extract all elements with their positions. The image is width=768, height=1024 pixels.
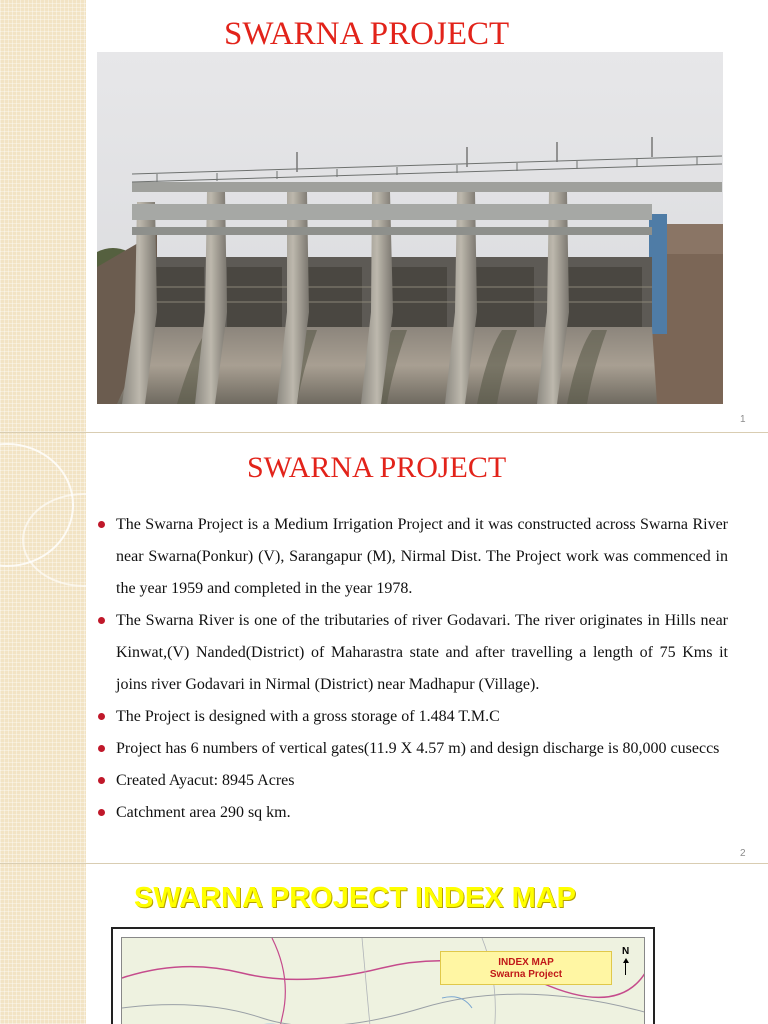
list-item: The Swarna River is one of the tributaries of river Godavari. The river originates in Hills near Kinwat,(V) Nanded(District) of Maharastra state and after travelling a length of 75 Kms it joins river Godavari in Nirmal (District) near Madhapur (Village). <box>96 605 728 701</box>
slide-1 <box>0 0 768 432</box>
north-arrow: N <box>622 946 629 975</box>
list-item: The Swarna Project is a Medium Irrigation Project and it was constructed across Swarna River near Swarna(Ponkur) (V), Sarangapur (M), Nirmal Dist. The Project work was commenced in the year 1959 and completed in the year 1978. <box>96 509 728 605</box>
slide-left-band <box>0 433 87 863</box>
slide-title: SWARNA PROJECT INDEX MAP <box>134 882 577 914</box>
slide-title: SWARNA PROJECT <box>247 451 507 484</box>
page-number: 1 <box>740 414 746 425</box>
bullet-icon <box>98 745 105 752</box>
index-map <box>111 927 655 1024</box>
list-item: Created Ayacut: 8945 Acres <box>96 765 728 797</box>
list-item: Project has 6 numbers of vertical gates(11.9 X 4.57 m) and design discharge is 80,000 cuseccs <box>96 733 728 765</box>
bullet-icon <box>98 777 105 784</box>
slide-3 <box>0 864 768 1024</box>
bullet-icon <box>98 521 105 528</box>
bullet-list <box>96 509 728 829</box>
list-item: Catchment area 290 sq km. <box>96 797 728 829</box>
list-item: The Project is designed with a gross storage of 1.484 T.M.C <box>96 701 728 733</box>
bullet-icon <box>98 809 105 816</box>
slide-2 <box>0 433 768 863</box>
map-legend: INDEX MAP Swarna Project <box>440 951 612 985</box>
bullet-icon <box>98 617 105 624</box>
slide-left-band <box>0 0 87 432</box>
map-canvas <box>121 937 645 1024</box>
bullet-icon <box>98 713 105 720</box>
slide-title: SWARNA PROJECT <box>224 16 510 52</box>
page-number: 2 <box>740 848 746 859</box>
slide-left-band <box>0 864 87 1024</box>
dam-photo <box>97 52 723 404</box>
